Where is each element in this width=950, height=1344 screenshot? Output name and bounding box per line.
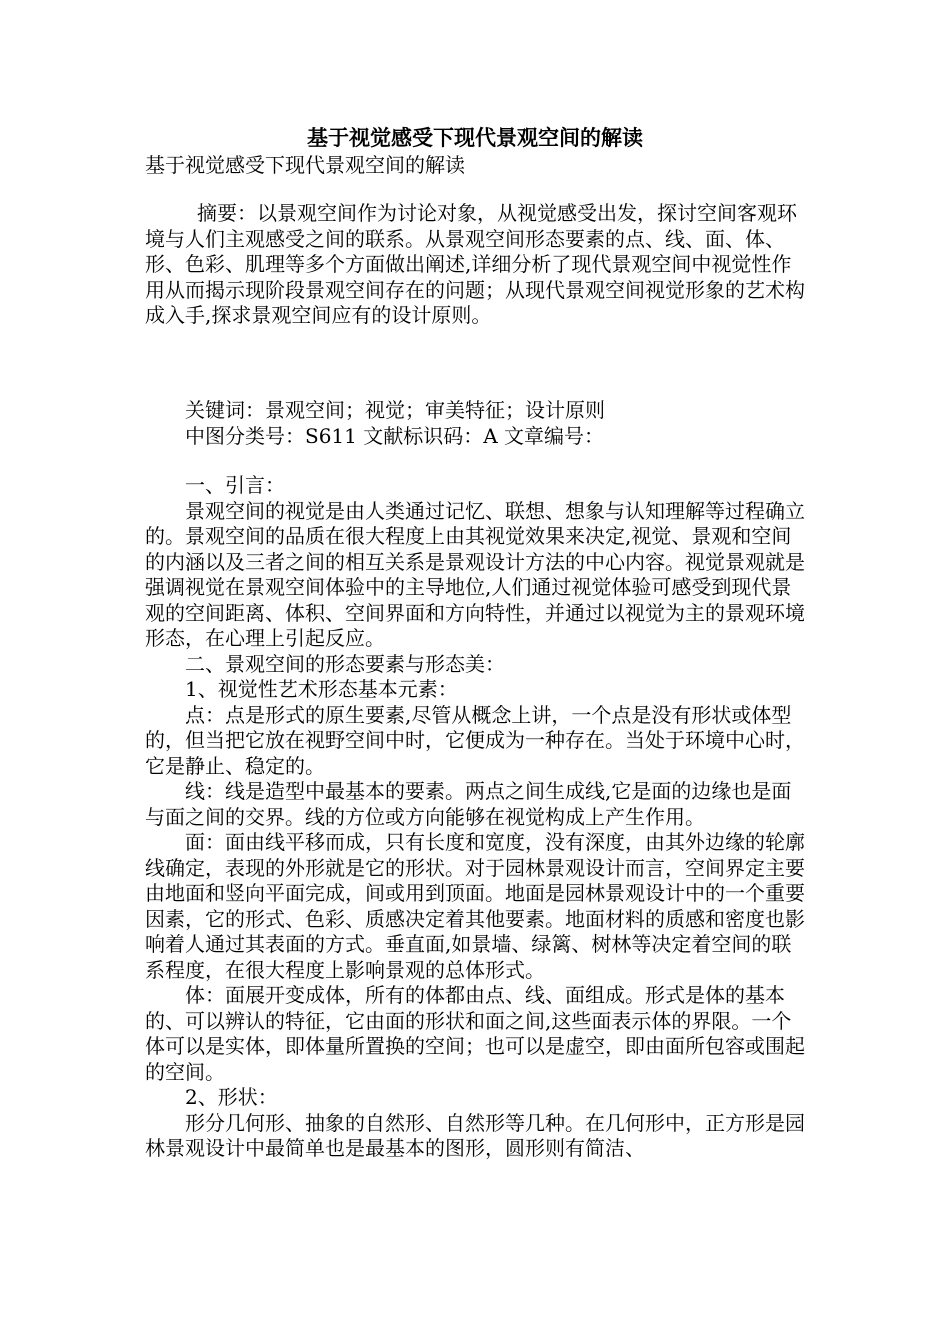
body-paragraph: 点：点是形式的原生要素,尽管从概念上讲，一个点是没有形状或体型的，但当把它放在视野空间中时，它便成为一种存在。当处于环境中心时， 它是静止、稳定的。 [145, 702, 805, 778]
document-subtitle: 基于视觉感受下现代景观空间的解读 [145, 153, 465, 177]
body-paragraph: 二、景观空间的形态要素与形态美： [185, 651, 505, 676]
classification-line: 中图分类号：S611 文献标识码：A 文章编号： [185, 423, 605, 448]
body-paragraph: 面：面由线平移而成，只有长度和宽度，没有深度，由其外边缘的轮廓线确定，表现的外形就是它的形状。对于园林景观设计而言，空间界定主要由地面和竖向平面完成，间或用到顶面。地面是园林景观设计中的一个重要因素，它的形式、色彩、质感决定着其他要素。地面材料的质感和密度也影响着人通过其表面的方式。垂直面,如景墙、绿篱、树林等决定着空间的联系程度，在很大程度上影响景观的总体形式。 [145, 830, 805, 982]
body-paragraph: 体：面展开变成体，所有的体都由点、线、面组成。形式是体的基本的、可以辨认的特征，它由面的形状和面之间,这些面表示体的界限。一个体可以是实体，即体量所置换的空间；也可以是虚空，即由面所包容或围起的空间。 [145, 983, 805, 1084]
body-paragraph: 2、形状： [185, 1085, 278, 1109]
body-paragraph: 景观空间的视觉是由人类通过记忆、联想、想象与认知理解等过程确立的。景观空间的品质在很大程度上由其视觉效果来决定,视觉、景观和空间的内涵以及三者之间的相互关系是景观设计方法的中心内容。视觉景观就是强调视觉在景观空间体验中的主导地位,人们通过视觉体验可感受到现代景观的空间距离、体积、空间界面和方向特性，并通过以视觉为主的景观环境形态，在心理上引起反应。 [145, 498, 805, 650]
document-title: 基于视觉感受下现代景观空间的解读 [307, 125, 643, 150]
abstract-paragraph: 摘要：以景观空间作为讨论对象，从视觉感受出发，探讨空间客观环境与人们主观感受之间的联系。从景观空间形态要素的点、线、面、体、形、色彩、肌理等多个方面做出阐述,详细分析了现代景观空间中视觉性作用从而揭示现阶段景观空间存在的问题；从现代景观空间视觉形象的艺术构成入手,探求景观空间应有的设计原则。 [145, 201, 805, 327]
abstract-section [145, 201, 809, 329]
body-paragraph: 1、视觉性艺术形态基本元素： [185, 677, 458, 701]
body-paragraph: 一、引言： [185, 473, 285, 497]
body-paragraph: 线：线是造型中最基本的要素。两点之间生成线,它是面的边缘也是面与面之间的交界。线的方位或方向能够在视觉构成上产生作用。 [145, 779, 792, 829]
body-section [145, 473, 809, 1162]
keywords-line: 关键词：景观空间；视觉；审美特征；设计原则 [185, 398, 605, 422]
keywords-section [145, 398, 809, 449]
body-paragraph: 形分几何形、抽象的自然形、自然形等几种。在几何形中，正方形是园林景观设计中最简单也是最基本的图形，圆形则有简洁、 [145, 1110, 805, 1160]
